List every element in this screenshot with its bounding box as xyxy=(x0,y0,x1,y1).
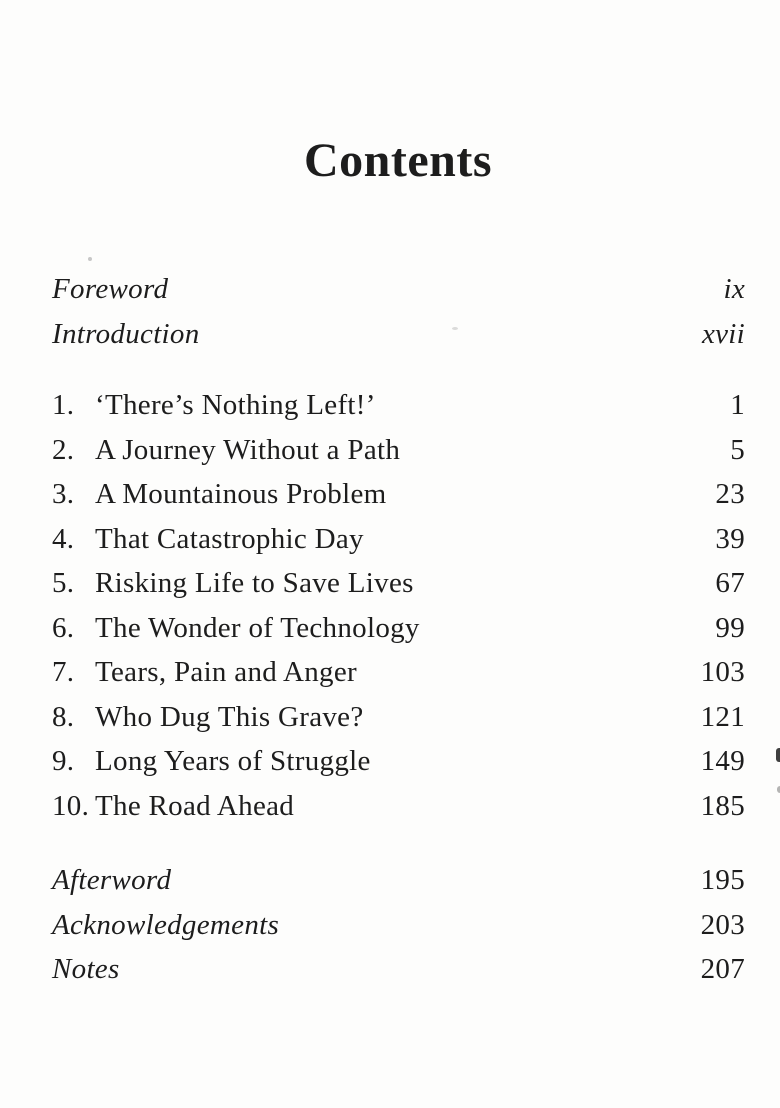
toc-row-chapter-8 xyxy=(52,695,745,740)
chapter-number: 3. xyxy=(52,478,75,510)
scan-artifact-speck xyxy=(88,257,92,261)
chapter-title: Risking Life to Save Lives xyxy=(95,567,414,599)
toc-entry-page: xvii xyxy=(701,317,745,350)
chapter-title: Long Years of Struggle xyxy=(95,745,371,777)
chapter-number: 1. xyxy=(52,389,75,421)
toc-row-chapter-10 xyxy=(52,784,745,829)
toc-entry-page: 207 xyxy=(700,953,745,985)
toc-entry-label: Foreword xyxy=(52,273,169,305)
chapter-page: 103 xyxy=(700,656,745,688)
page-title: Contents xyxy=(303,134,492,188)
chapter-title: Who Dug This Grave? xyxy=(95,700,364,733)
back-matter-list xyxy=(52,858,745,992)
toc-entry-page: ix xyxy=(723,273,745,305)
toc-entry-label: Afterword xyxy=(52,864,172,896)
chapter-page: 99 xyxy=(715,611,745,644)
chapter-page: 149 xyxy=(700,745,745,777)
chapter-number: 7. xyxy=(52,656,75,688)
chapter-page: 121 xyxy=(700,700,745,733)
front-matter-list xyxy=(52,267,745,356)
chapter-page: 5 xyxy=(730,433,745,466)
toc-entry-label: Introduction xyxy=(52,317,200,350)
toc-entry-label: Acknowledgements xyxy=(52,908,280,941)
chapter-title: The Wonder of Technology xyxy=(95,611,420,644)
toc-entry-page: 195 xyxy=(700,864,745,896)
chapter-title: The Road Ahead xyxy=(95,789,295,822)
chapter-title: A Mountainous Problem xyxy=(95,478,387,510)
chapter-list xyxy=(52,383,745,828)
chapter-title: Tears, Pain and Anger xyxy=(95,656,357,688)
chapter-page: 67 xyxy=(715,567,745,599)
chapter-page: 1 xyxy=(730,389,745,421)
toc-row-afterword xyxy=(52,858,745,903)
toc-row-chapter-1 xyxy=(52,383,745,428)
chapter-number: 8. xyxy=(52,700,75,733)
toc-row-chapter-2 xyxy=(52,428,745,473)
chapter-number: 10. xyxy=(52,789,90,822)
toc-row-foreword xyxy=(52,267,745,312)
chapter-number: 4. xyxy=(52,522,75,555)
chapter-number: 2. xyxy=(52,433,75,466)
chapter-number: 5. xyxy=(52,567,75,599)
toc-row-chapter-7 xyxy=(52,650,745,695)
scan-artifact-edge-mark xyxy=(776,748,780,762)
toc-row-chapter-3 xyxy=(52,472,745,517)
toc-row-acknowledgements xyxy=(52,903,745,948)
scan-artifact-speck xyxy=(452,327,458,330)
toc-row-chapter-5 xyxy=(52,561,745,606)
chapter-title: A Journey Without a Path xyxy=(95,433,401,466)
toc-entry-page: 203 xyxy=(700,908,745,941)
toc-row-notes xyxy=(52,947,745,992)
toc-entry-label: Notes xyxy=(52,953,120,985)
chapter-page: 185 xyxy=(700,789,745,822)
toc-row-chapter-9 xyxy=(52,739,745,784)
toc-row-chapter-4 xyxy=(52,517,745,562)
chapter-title: That Catastrophic Day xyxy=(95,522,364,555)
chapter-title: ‘There’s Nothing Left!’ xyxy=(95,389,376,421)
toc-row-introduction xyxy=(52,312,745,357)
toc-row-chapter-6 xyxy=(52,606,745,651)
chapter-page: 39 xyxy=(715,522,745,555)
chapter-number: 6. xyxy=(52,611,75,644)
chapter-page: 23 xyxy=(715,478,745,510)
chapter-number: 9. xyxy=(52,745,75,777)
